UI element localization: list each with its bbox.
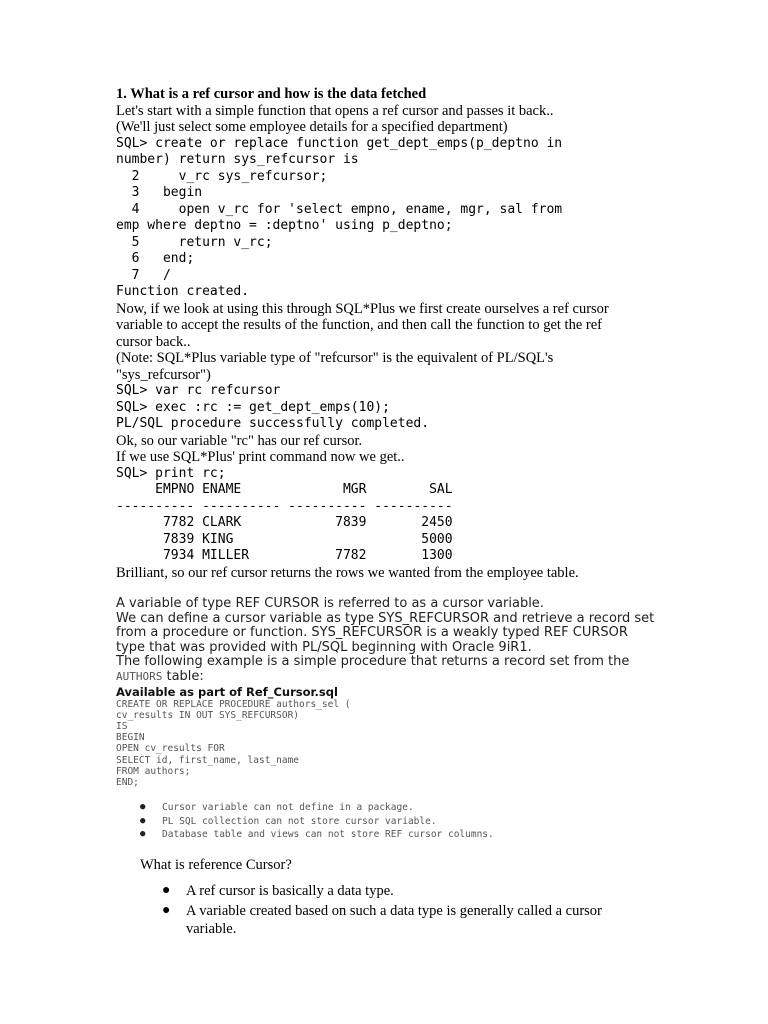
result-header: EMPNO ENAME MGR SAL <box>116 482 453 497</box>
code-line: cv_results IN OUT SYS_REFCURSOR) <box>116 709 300 721</box>
code-line: CREATE OR REPLACE PROCEDURE authors_sel ( <box>116 698 351 710</box>
cursor-variable-section <box>116 597 676 841</box>
body-line: (Note: SQL*Plus variable type of "refcursor" is the equivalent of PL/SQL's <box>116 350 554 366</box>
code-line: PL/SQL procedure successfully completed. <box>116 416 430 431</box>
code-line: SQL> var rc refcursor <box>116 383 281 398</box>
list-item-text: variable. <box>186 920 237 937</box>
code-line: IS <box>116 720 128 732</box>
bullet-icon: ● <box>140 815 146 826</box>
intro-line: (We'll just select some employee details for a specified department) <box>116 119 508 135</box>
body-line: The following example is a simple procedure that returns a record set from the <box>116 654 630 670</box>
result-divider: ---------- ---------- ---------- ---------- <box>116 498 453 514</box>
bullet-icon: ● <box>140 829 146 839</box>
code-line: END; <box>116 776 139 788</box>
body-line: "sys_refcursor") <box>116 366 211 383</box>
intro-line: Let's start with a simple function that opens a ref cursor and passes it back.. <box>116 102 554 119</box>
body-line: A variable of type REF CURSOR is referred to as a cursor variable. <box>116 596 544 611</box>
code-block-function <box>116 136 676 301</box>
code-block-var <box>116 383 676 433</box>
code-line: number) return sys_refcursor is <box>116 152 359 167</box>
list-item <box>116 801 676 814</box>
code-line: SQL> create or replace function get_dept_emps(p_deptno in <box>116 135 563 151</box>
list-item-text: A ref cursor is basically a data type. <box>186 882 394 899</box>
code-line: Function created. <box>116 284 250 299</box>
section-heading: What is reference Cursor? <box>140 857 292 874</box>
body-line: from a procedure or function. SYS_REFCURSOR is a weakly typed REF CURSOR <box>116 625 628 641</box>
result-row: 7782 CLARK 7839 2450 <box>116 515 453 530</box>
section-heading: 1. What is a ref cursor and how is the data fetched <box>116 86 427 102</box>
list-item <box>116 828 676 841</box>
code-line: OPEN cv_results FOR <box>116 743 225 755</box>
body-line: Now, if we look at using this through SQL*Plus we first create ourselves a ref cursor <box>116 300 609 317</box>
code-line: 2 v_rc sys_refcursor; <box>116 168 328 184</box>
code-block-procedure <box>116 699 676 789</box>
body-line <box>116 670 676 685</box>
body-line: Ok, so our variable "rc" has our ref cursor. <box>116 432 363 449</box>
code-line: FROM authors; <box>116 765 191 777</box>
code-line: 6 end; <box>116 251 195 266</box>
body-line: cursor back.. <box>116 333 191 350</box>
code-line: emp where deptno = :deptno' using p_deptno; <box>116 218 453 233</box>
bullet-list-limitations <box>116 801 676 841</box>
code-line: 3 begin <box>116 185 203 200</box>
list-item <box>116 902 676 920</box>
list-item-text: PL SQL collection can not store cursor variable. <box>162 815 437 827</box>
code-block-print <box>116 466 676 565</box>
list-item <box>116 882 676 900</box>
code-line: 4 open v_rc for 'select empno, ename, mgr, sal from <box>116 201 563 217</box>
list-item-text: A variable created based on such a data type is generally called a cursor <box>186 902 602 919</box>
bullet-icon: ● <box>140 802 146 813</box>
body-line: We can define a cursor variable as type SYS_REFCURSOR and retrieve a record set <box>116 610 655 626</box>
bullet-icon: ● <box>162 902 171 918</box>
code-line: SQL> print rc; <box>116 465 226 481</box>
result-row: 7839 KING 5000 <box>116 531 453 547</box>
body-line: If we use SQL*Plus' print command now we get.. <box>116 449 405 465</box>
available-label: Available as part of Ref_Cursor.sql <box>116 684 338 699</box>
code-line: 5 return v_rc; <box>116 234 273 250</box>
list-item <box>116 815 676 828</box>
reference-cursor-section <box>116 857 676 938</box>
code-line: BEGIN <box>116 732 145 744</box>
body-line: variable to accept the results of the function, and then call the function to get the ref <box>116 317 602 333</box>
body-line: Brilliant, so our ref cursor returns the rows we wanted from the employee table. <box>116 564 579 581</box>
code-line: SELECT id, first_name, last_name <box>116 754 300 766</box>
document-page <box>116 86 676 938</box>
code-line: 7 / <box>116 267 171 283</box>
bullet-icon: ● <box>162 882 171 898</box>
body-line: type that was provided with PL/SQL beginning with Oracle 9iR1. <box>116 639 532 655</box>
list-item-text: Database table and views can not store REF cursor columns. <box>162 829 494 840</box>
body-text: table: <box>162 668 204 684</box>
result-row: 7934 MILLER 7782 1300 <box>116 548 453 563</box>
code-line: SQL> exec :rc := get_dept_emps(10); <box>116 399 390 415</box>
bullet-list-definition <box>116 882 676 938</box>
list-item-continuation <box>116 920 676 938</box>
inline-code-authors: AUTHORS <box>116 669 163 683</box>
list-item-text: Cursor variable can not define in a package. <box>162 802 414 814</box>
